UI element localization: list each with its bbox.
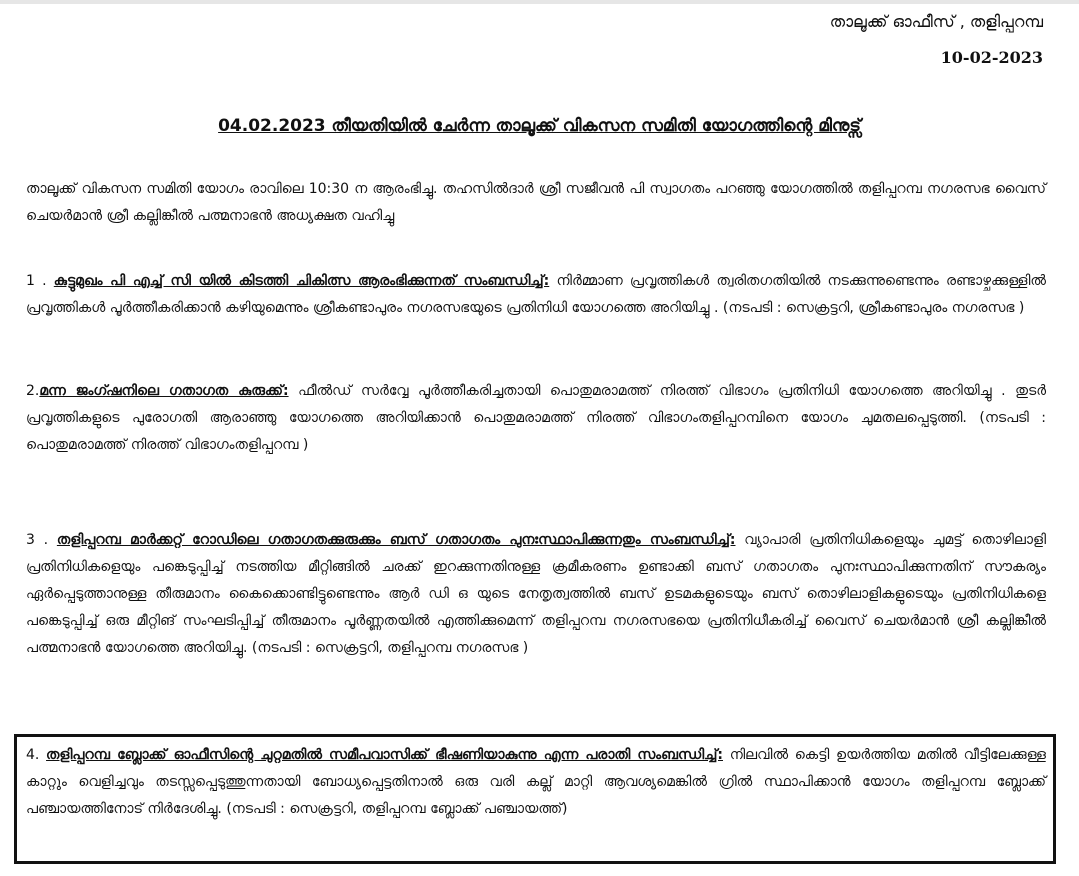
item-heading: തളിപ്പറമ്പ ബ്ലോക്ക് ഓഫീസിന്റെ ചുറ്റമതിൽ സമീപവാസിക്ക് ഭീഷണിയാകുന്നു എന്ന പരാതി സംബന്ധിച്ച്: [46,747,723,763]
item-action: (നടപടി : സെക്രട്ടറി, തളിപ്പറമ്പ നഗരസഭ ) [251,640,529,656]
document-date: 10-02-2023 [940,48,1043,67]
item-body: നിർമ്മാണ പ്രവൃത്തികൾ ത്വരിതഗതിയിൽ നടക്കുന്നുണ്ടെന്നും രണ്ടാഴ്ചക്കുള്ളിൽ പ്രവൃത്തികൾ പൂർത്തീകരിക്കാൻ കഴിയുമെന്നും ശ്രീകണ്ടാപുരം നഗരസഭയുടെ പ്രതിനിധി യോഗത്തെ അറിയിച്ചു . [26,273,1047,316]
item-heading: തളിപ്പറമ്പ മാർക്കറ്റ് റോഡിലെ ഗതാഗതക്കുരുക്കും ബസ് ഗതാഗതം പുനഃസ്ഥാപിക്കുന്നതും സംബന്ധിച്ച്: [56,532,736,548]
item-number: 2. [26,383,40,399]
item-body: ഫീൽഡ് സർവ്വേ പൂർത്തീകരിച്ചതായി പൊതുമരാമത്ത് നിരത്ത് വിഭാഗം പ്രതിനിധി യോഗത്തെ അറിയിച്ചു . തുടർ പ്രവൃത്തികളുടെ പുരോഗതി ആരാഞ്ഞു യോഗത്തെ അറിയിക്കാൻ പൊതുമരാമത്ത് നിരത്ത് വിഭാഗംതളിപ്പറമ്പിനെ യോഗം ചുമതലപ്പെടുത്തി. [26,383,1047,426]
top-edge-strip [0,0,1079,4]
intro-paragraph: താലൂക്ക് വികസന സമിതി യോഗം രാവിലെ 10:30 ന ആരംഭിച്ചു. തഹസിൽദാർ ശ്രീ സജീവൻ പി സ്വാഗതം പറഞ്ഞു യോഗത്തിൽ തളിപ്പറമ്പ നഗരസഭ വൈസ് ചെയർമാൻ ശ്രീ കല്ലിങ്കീൽ പത്മനാഭൻ അധ്യക്ഷത വഹിച്ചു [26,181,1046,224]
item-heading: മന്ന ജംഗ്ഷനിലെ ഗതാഗത കുരുക്ക്: [39,383,289,399]
minutes-item-4 [26,742,1046,823]
item-heading: കുട്ടുമുഖം പി എച്ച് സി യിൽ കിടത്തി ചികിത്സ ആരംഭിക്കുന്നത് സംബന്ധിച്ച്: [53,273,550,289]
minutes-item-1 [26,268,1046,322]
item-action: (നടപടി : പൊതുമരാമത്ത് നിരത്ത് വിഭാഗംതളിപ്പറമ്പ ) [26,410,1047,453]
item-action: (നടപടി : സെക്രട്ടറി, തളിപ്പറമ്പ ബ്ലോക്ക് പഞ്ചായത്ത്) [226,801,568,817]
document-title: 04.02.2023 തീയതിയിൽ ചേർന്ന താലൂക്ക് വികസന സമിതി യോഗത്തിന്റെ മിനുട്സ് [218,116,861,136]
office-name: താലൂക്ക് ഓഫീസ് , തളിപ്പറമ്പ [829,12,1043,31]
item-number: 3 . [26,532,49,548]
item-number: 1 . [26,273,47,289]
item-number: 4. [26,747,40,763]
minutes-item-2 [26,378,1046,459]
item-body: നിലവിൽ കെട്ടി ഉയർത്തിയ മതിൽ വീട്ടിലേക്കുള്ള കാറ്റും വെളിച്ചവും തടസ്സപ്പെടുത്തുന്നതായി ബോധ്യപ്പെട്ടതിനാൽ ഒരു വരി കല്ല് മാറ്റി ആവശ്യമെങ്കിൽ ഗ്രിൽ സ്ഥാപിക്കാൻ യോഗം തളിപ്പറമ്പ ബ്ലോക്ക് പഞ്ചായത്തിനോട് നിർദേശിച്ചു. [26,747,1046,817]
item-body: വ്യാപാരി പ്രതിനിധികളെയും ചുമട്ട് തൊഴിലാളി പ്രതിനിധികളെയും പങ്കെടുപ്പിച്ച് നടത്തിയ മീറ്റിങ്ങിൽ ചരക്ക് ഇറക്കുന്നതിനുള്ള ക്രമീകരണം ഉണ്ടാക്കി ബസ് ഗതാഗതം പുനഃസ്ഥാപിക്കുന്നതിന് സൗകര്യം ഏർപ്പെടുത്താനുള്ള തീരുമാനം കൈക്കൊണ്ടിട്ടുണ്ടെന്നും ആർ ഡി ഒ യുടെ നേതൃത്വത്തിൽ ബസ് ഉടമകളുടെയും ബസ് തൊഴിലാളികളുടെയും പ്രതിനിധികളെ പങ്കെടുപ്പിച്ച് ഒരു മീറ്റിങ് സംഘടിപ്പിച്ച് തീരുമാനം പൂർണ്ണതയിൽ എത്തിക്കുമെന്ന് തളിപ്പറമ്പ നഗരസഭയെ പ്രതിനിധീകരിച്ച് വൈസ് ചെയർമാൻ ശ്രീ കല്ലിങ്കീൽ പത്മനാഭൻ യോഗത്തെ അറിയിച്ചു. [26,532,1046,656]
item-action: (നടപടി : സെക്രട്ടറി, ശ്രീകണ്ടാപുരം നഗരസഭ ) [722,300,1025,316]
minutes-item-3 [26,527,1046,662]
